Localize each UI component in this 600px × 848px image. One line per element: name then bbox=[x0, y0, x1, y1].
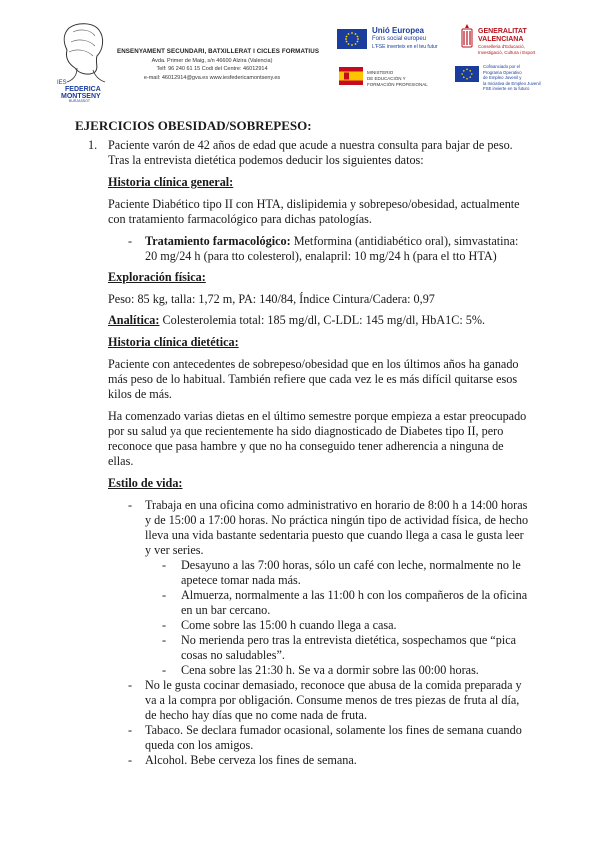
school-logo bbox=[55, 20, 115, 102]
sub-3-line-1: Come sobre las 15:00 h cuando llega a casa. bbox=[181, 618, 397, 632]
sub-4-line-1: No merienda pero tras la entrevista dietética, sospechamos que “pica bbox=[181, 633, 517, 647]
bullet-dash: - bbox=[128, 234, 133, 248]
dietetica-p2-line-1: Ha comenzado varias dietas en el último semestre porque empieza a estar preocupado bbox=[108, 409, 527, 423]
eu-subtitle: Fons social europeu bbox=[372, 36, 427, 42]
tratamiento-label: Tratamiento farmacológico: bbox=[145, 234, 291, 248]
sub-1-line-2: apetece tomar nada más. bbox=[181, 573, 301, 587]
dietetica-p2-line-4: ellas. bbox=[108, 454, 134, 468]
eu-flag-icon bbox=[337, 29, 367, 49]
heading-historia-general: Historia clínica general: bbox=[108, 175, 234, 189]
sub-4-line-2: cosas no saludables”. bbox=[181, 648, 285, 662]
estilo-2-line-2: va a la compra por obligación. Consume menos de tres piezas de fruta al día, bbox=[145, 693, 520, 707]
school-phone: Telf: 96 240 61 15 Codi del Centre: 46012914 bbox=[156, 66, 268, 72]
item-number: 1. bbox=[88, 138, 98, 152]
sub-bullet-dash: - bbox=[162, 558, 167, 572]
fse-logo bbox=[455, 64, 557, 94]
estilo-3-line-2: queda con los amigos. bbox=[145, 738, 254, 752]
ministry-line-1: MINISTERIO bbox=[367, 70, 394, 75]
letterhead bbox=[55, 20, 555, 102]
eu-logo bbox=[337, 27, 457, 51]
tratamiento-line-2: 20 mg/24 h (para tto colesterol), enalapril: 10 mg/24 h (para el tto HTA) bbox=[145, 249, 497, 263]
historia-general-line-1: Paciente Diabético tipo II con HTA, dislipidemia y sobrepeso/obesidad, actualmente bbox=[108, 197, 520, 211]
estilo-4-line-1: Alcohol. Bebe cerveza los fines de semana. bbox=[145, 753, 357, 767]
eu-tagline: L'FSE inverteix en el teu futur bbox=[372, 44, 438, 50]
spain-crest-icon bbox=[339, 67, 363, 85]
estilo-1-line-1: Trabaja en una oficina como administrativo en horario de 8:00 h a 14:00 horas bbox=[145, 498, 528, 512]
ministry-line-3: FORMACIÓN PROFESIONAL bbox=[367, 82, 428, 87]
fse-line-1: Cofinanciado por el bbox=[483, 64, 521, 69]
fse-line-5: FSE invierte en tu futuro bbox=[483, 86, 530, 92]
sub-bullet-dash: - bbox=[162, 618, 167, 632]
estilo-3-line-1: Tabaco. Se declara fumador ocasional, solamente los fines de semana cuando bbox=[145, 723, 522, 737]
analitica-line bbox=[108, 313, 485, 329]
analitica-text: Colesterolemia total: 185 mg/dl, C-LDL: 145 mg/dl, HbA1C: 5%. bbox=[159, 313, 486, 327]
heading-estilo: Estilo de vida: bbox=[108, 476, 183, 490]
eu-flag-small-icon bbox=[455, 66, 479, 82]
fse-line-2: Programa Operativo bbox=[483, 69, 522, 75]
heading-dietetica: Historia clínica dietética: bbox=[108, 335, 239, 349]
bullet-dash: - bbox=[128, 498, 133, 512]
fse-line-3: de Empleo Juvenil y bbox=[483, 75, 522, 81]
intro-line-2: Tras la entrevista dietética podemos deducir los siguientes datos: bbox=[108, 153, 424, 167]
sub-bullet-dash: - bbox=[162, 663, 167, 677]
sub-bullet-dash: - bbox=[162, 588, 167, 602]
bullet-dash: - bbox=[128, 723, 133, 737]
dietetica-p1-line-1: Paciente con antecedentes de sobrepeso/obesidad que en los últimos años ha ganado bbox=[108, 357, 519, 371]
sub-bullet-dash: - bbox=[162, 633, 167, 647]
estilo-2-line-3: de hecho hay días que no come nada de fruta. bbox=[145, 708, 367, 722]
analitica-label: Analítica: bbox=[108, 313, 160, 327]
sub-2-line-2: en un bar cercano. bbox=[181, 603, 271, 617]
eu-title: Unió Europea bbox=[372, 26, 425, 35]
school-info bbox=[117, 48, 320, 82]
bullet-dash: - bbox=[128, 753, 133, 767]
logo-text-3: MONTSENY bbox=[61, 93, 101, 100]
gv-title-2: VALENCIANA bbox=[478, 36, 524, 43]
fse-line-4: la Iniciativa de Empleo Juvenil bbox=[483, 80, 541, 86]
tratamiento-text: Metformina (antidiabético oral), simvastatina: bbox=[290, 234, 519, 248]
dietetica-p2-line-3: reconoce que pasa hambre y que no ha conseguido tener adherencia a ninguna de bbox=[108, 439, 504, 453]
sub-1-line-1: Desayuno a las 7:00 horas, sólo un café con leche, normalmente no le bbox=[181, 558, 521, 572]
page-title: EJERCICIOS OBESIDAD/SOBREPESO: bbox=[75, 118, 312, 133]
estilo-1-line-3: lleva una vida bastante sedentaria puesto que cuando llega a casa le gusta leer bbox=[145, 528, 524, 542]
estilo-1-line-2: y de 15:00 a 17:00 horas. No práctica ningún tipo de actividad física, de hecho bbox=[145, 513, 529, 527]
generalitat-crest-icon bbox=[460, 24, 474, 50]
dietetica-p2-line-2: por su salud ya que recientemente ha sido diagnosticado de Diabetes tipo II, pero bbox=[108, 424, 504, 438]
ministry-logo bbox=[339, 64, 431, 88]
logo-text-1: IES bbox=[57, 80, 67, 86]
sub-5-line-1: Cena sobre las 21:30 h. Se va a dormir sobre las 00:00 horas. bbox=[181, 663, 479, 677]
bullet-dash: - bbox=[128, 678, 133, 692]
logo-text-4: BURJASSOT bbox=[69, 99, 91, 102]
intro-line-1: Paciente varón de 42 años de edad que acude a nuestra consulta para bajar de peso. bbox=[108, 138, 513, 152]
gv-title-1: GENERALITAT bbox=[478, 28, 527, 35]
school-address: Avda. Primer de Maig, s/n 46600 Alzira (Valencia) bbox=[151, 57, 273, 64]
estilo-1-line-4: y ver series. bbox=[145, 543, 204, 557]
dietetica-p1-line-3: kilos de más. bbox=[108, 387, 172, 401]
heading-exploracion: Exploración física: bbox=[108, 270, 206, 284]
estilo-2-line-1: No le gusta cocinar demasiado, reconoce que abusa de la comida preparada y bbox=[145, 678, 522, 692]
school-name: ENSENYAMENT SECUNDARI, BATXILLERAT I CICLES FORMATIUS bbox=[117, 48, 320, 55]
tratamiento-line-1 bbox=[145, 234, 518, 250]
dietetica-p1-line-2: más peso de lo habitual. También refiere que cada vez le es más difícil quitarse esos bbox=[108, 372, 518, 386]
sub-2-line-1: Almuerza, normalmente a las 11:00 h con los compañeros de la oficina bbox=[181, 588, 528, 602]
historia-general-line-2: con tratamiento farmacológico para dichas patologías. bbox=[108, 212, 372, 226]
gv-sub-1: Conselleria d'Educació, bbox=[478, 44, 525, 49]
exploracion-text: Peso: 85 kg, talla: 1,72 m, PA: 140/84, Índice Cintura/Cadera: 0,97 bbox=[108, 292, 435, 306]
logo-text-2: FEDERICA bbox=[65, 86, 101, 93]
gv-sub-2: Investigació, Cultura i Esport bbox=[478, 50, 536, 55]
generalitat-logo bbox=[460, 24, 560, 54]
ministry-line-2: DE EDUCACIÓN Y bbox=[367, 76, 406, 81]
school-email: e-mail: 46012914@gva.es www.iesfedericamontseny.es bbox=[143, 74, 281, 81]
